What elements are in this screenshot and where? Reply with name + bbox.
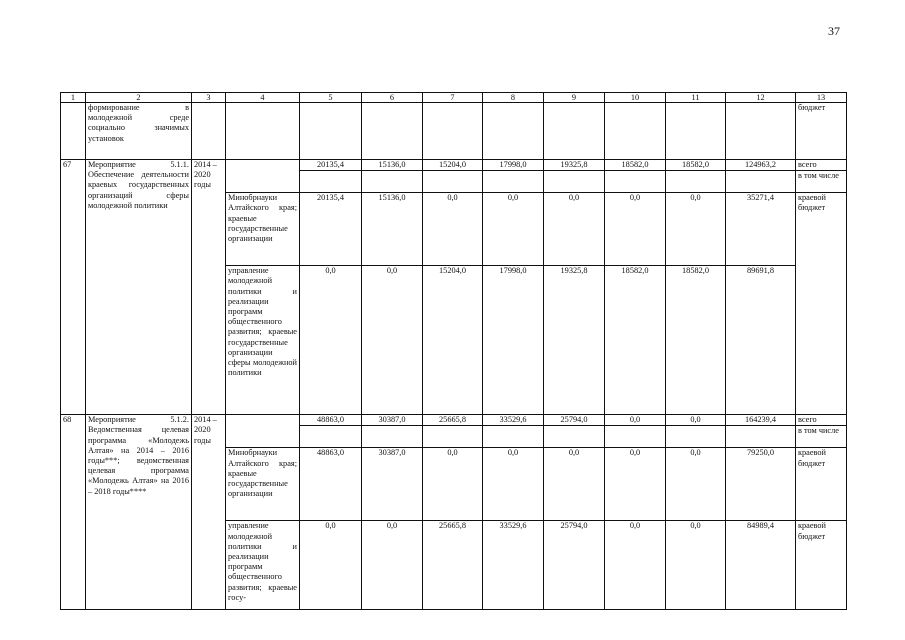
value-cell: 17998,0 (483, 266, 544, 415)
value-cell: 25794,0 (544, 521, 605, 610)
value-cell (423, 426, 483, 448)
funding-source: краевой бюджет (796, 521, 847, 610)
value-cell: 19325,8 (544, 160, 605, 171)
value-cell (362, 426, 423, 448)
value-cell: 79250,0 (726, 448, 796, 521)
value-cell: 18582,0 (666, 160, 726, 171)
value-cell (666, 171, 726, 193)
value-cell (605, 426, 666, 448)
executor-name: управление молодежной политики и реализации программ общественного развития; краевые госу- (226, 521, 300, 610)
value-cell: 15204,0 (423, 160, 483, 171)
executor-cell (226, 160, 300, 193)
value-cell: 0,0 (666, 521, 726, 610)
funding-source: краевой бюджет (796, 193, 847, 415)
funding-source-note: в том числе (796, 171, 847, 193)
value-cell: 0,0 (423, 193, 483, 266)
value-cell: 17998,0 (483, 160, 544, 171)
value-cell (362, 103, 423, 160)
value-cell (666, 426, 726, 448)
value-cell (726, 171, 796, 193)
value-cell: 33529,6 (483, 521, 544, 610)
value-cell (423, 103, 483, 160)
column-number: 10 (605, 93, 666, 103)
value-cell (726, 103, 796, 160)
column-number: 5 (300, 93, 362, 103)
value-cell: 0,0 (605, 521, 666, 610)
value-cell: 20135,4 (300, 193, 362, 266)
value-cell: 0,0 (666, 448, 726, 521)
activity-description: Мероприятие 5.1.2. Ведомственная целевая программа «Молодежь Алтая» на 2014 – 2016 годы***; ведомственная целевая программа «Молодежь Алтая» на 2016 – 2018 годы**** (86, 415, 192, 610)
value-cell (300, 171, 362, 193)
value-cell (666, 103, 726, 160)
column-number: 1 (61, 93, 86, 103)
budget-table (60, 92, 847, 610)
value-cell: 0,0 (666, 193, 726, 266)
executor-cell (226, 415, 300, 448)
total-row (61, 160, 847, 171)
column-number: 9 (544, 93, 605, 103)
value-cell: 35271,4 (726, 193, 796, 266)
value-cell: 48863,0 (300, 448, 362, 521)
value-cell: 0,0 (544, 193, 605, 266)
value-cell: 18582,0 (666, 266, 726, 415)
executor-cell (226, 103, 300, 160)
value-cell: 18582,0 (605, 266, 666, 415)
value-cell: 0,0 (544, 448, 605, 521)
value-cell: 30387,0 (362, 415, 423, 426)
period: 2014 – 2020 годы (192, 160, 226, 415)
value-cell: 0,0 (300, 266, 362, 415)
value-cell: 25665,8 (423, 521, 483, 610)
column-number: 2 (86, 93, 192, 103)
funding-source: бюджет (796, 103, 847, 160)
value-cell: 19325,8 (544, 266, 605, 415)
period: 2014 – 2020 годы (192, 415, 226, 610)
value-cell: 124963,2 (726, 160, 796, 171)
header-row (61, 93, 847, 103)
value-cell: 33529,6 (483, 415, 544, 426)
funding-source: всего (796, 415, 847, 426)
value-cell: 0,0 (605, 415, 666, 426)
value-cell (300, 426, 362, 448)
value-cell (483, 103, 544, 160)
value-cell (300, 103, 362, 160)
value-cell (544, 171, 605, 193)
value-cell (605, 103, 666, 160)
column-number: 12 (726, 93, 796, 103)
value-cell: 25794,0 (544, 415, 605, 426)
value-cell: 0,0 (300, 521, 362, 610)
column-number: 4 (226, 93, 300, 103)
value-cell: 18582,0 (605, 160, 666, 171)
activity-description: формирование в молодежной среде социально значимых установок (86, 103, 192, 160)
row-number: 67 (61, 160, 86, 415)
column-number: 8 (483, 93, 544, 103)
value-cell: 15136,0 (362, 193, 423, 266)
executor-name: управление молодежной политики и реализации программ общественного развития; краевые государственные организации сферы молодежной политики (226, 266, 300, 415)
funding-source: краевой бюджет (796, 448, 847, 521)
row-number-cell (61, 103, 86, 160)
value-cell: 0,0 (423, 448, 483, 521)
activity-description: Мероприятие 5.1.1. Обеспечение деятельности краевых государственных организаций сферы молодежной политики (86, 160, 192, 415)
value-cell (544, 103, 605, 160)
value-cell: 0,0 (666, 415, 726, 426)
value-cell: 164239,4 (726, 415, 796, 426)
value-cell (483, 426, 544, 448)
executor-name: Минобрнауки Алтайского края; краевые государственные организации (226, 193, 300, 266)
value-cell (726, 426, 796, 448)
value-cell: 20135,4 (300, 160, 362, 171)
value-cell: 84989,4 (726, 521, 796, 610)
executor-name: Минобрнауки Алтайского края; краевые государственные организации (226, 448, 300, 521)
funding-source-note: в том числе (796, 426, 847, 448)
value-cell: 89691,8 (726, 266, 796, 415)
value-cell: 15136,0 (362, 160, 423, 171)
value-cell (362, 171, 423, 193)
value-cell: 0,0 (483, 448, 544, 521)
value-cell (483, 171, 544, 193)
funding-source: всего (796, 160, 847, 171)
value-cell: 30387,0 (362, 448, 423, 521)
value-cell: 15204,0 (423, 266, 483, 415)
row-number: 68 (61, 415, 86, 610)
value-cell: 0,0 (605, 193, 666, 266)
value-cell (544, 426, 605, 448)
value-cell: 48863,0 (300, 415, 362, 426)
value-cell (423, 171, 483, 193)
total-row (61, 415, 847, 426)
column-number: 11 (666, 93, 726, 103)
column-number: 7 (423, 93, 483, 103)
value-cell: 25665,8 (423, 415, 483, 426)
column-number: 6 (362, 93, 423, 103)
value-cell (605, 171, 666, 193)
period-cell (192, 103, 226, 160)
column-number: 3 (192, 93, 226, 103)
carryover-row (61, 103, 847, 160)
value-cell: 0,0 (362, 266, 423, 415)
value-cell: 0,0 (483, 193, 544, 266)
page-number: 37 (828, 24, 840, 38)
value-cell: 0,0 (605, 448, 666, 521)
value-cell: 0,0 (362, 521, 423, 610)
column-number: 13 (796, 93, 847, 103)
